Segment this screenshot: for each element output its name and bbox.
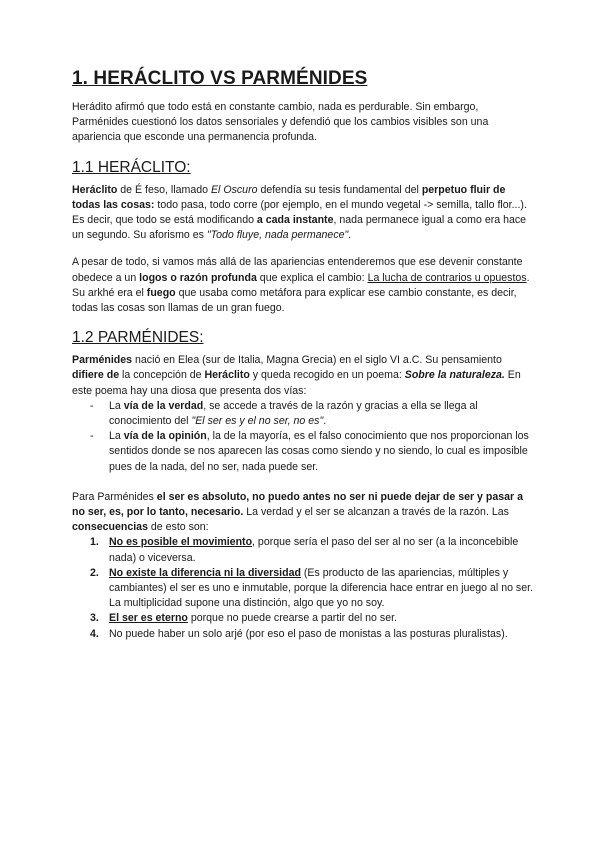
page-title: 1. HERÁCLITO VS PARMÉNIDES [72,68,368,89]
heraclito-paragraph-1: Heráclito de É feso, llamado El Oscuro defendía su tesis fundamental del perpetuo fluir de todas las cosas: todo pasa, todo corre (por ejemplo, en el mundo vegetal -> semilla, tallo flor...). Es decir, que todo se está modificando a cada instante, nada permanece igual a como era hace un segundo. Su aforismo es "Todo fluye, nada permanece". [72,183,527,242]
consequence-item: 3. El ser es eterno porque no puede crearse a partir del no ser. [90,612,397,625]
parmenides-heading: 1.2 PARMÉNIDES: [72,329,204,347]
parmenides-paragraph-1: Parménides nació en Elea (sur de Italia, Magna Grecia) en el siglo VI a.C. Su pensamiento difiere de la concepción de Heráclito y queda recogido en un poema: Sobre la naturaleza. En este poema hay una diosa que presenta dos vías: [72,354,521,397]
document-page [72,68,534,642]
consequence-item: 1. No es posible el movimiento, porque sería el paso del ser al no ser (a la inconcebible nada) o viceversa. [90,536,519,564]
way-truth-item: - La vía de la verdad, se accede a través de la razón y gracias a ella se llega al conocimiento del "El ser es y el no ser, no es". [90,399,478,428]
ways-list [72,399,534,475]
intro-paragraph: Herádito afirmó que todo está en constante cambio, nada es perdurable. Sin embargo, Parménides cuestionó los datos sensoriales y defendió que los cambios visibles son una apariencia que esconde una permanencia profunda. [72,101,489,144]
consequence-item: 4. No puede haber un solo arjé (por eso el paso de monistas a las posturas pluralistas). [90,627,508,640]
way-opinion-item: - La vía de la opinión, la de la mayoría, es el falso conocimiento que nos proporcionan los sentidos donde se nos aparecen las cosas como siendo y no siendo, lo cual es imposible pues de la nada, del no ser, nada puede ser. [90,430,529,473]
heraclito-heading: 1.1 HERÁCLITO: [72,158,191,176]
consequence-item: 2. No existe la diferencia ni la diversidad (Es producto de las apariencias, múltiples y cambiantes) el ser es uno e inmutable, porque la diferencia hace entrar en juego al no ser. La multiplicidad supone una distinción, algo que yo no soy. [90,566,534,610]
parmenides-paragraph-2: Para Parménides el ser es absoluto, no puedo antes no ser ni puede dejar de ser y pasar a no ser, es, por lo tanto, necesario. La verdad y el ser se alcanzan a través de la razón. Las consecuencias de esto son: [72,490,523,534]
consequences-list [72,535,534,641]
heraclito-paragraph-2: A pesar de todo, si vamos más allá de las apariencias entenderemos que ese devenir constante obedece a un logos o razón profunda que explica el cambio: La lucha de contrarios u opuestos. Su arkhé era el fuego que usaba como metáfora para explicar ese cambio constante, es decir, todas las cosas son llamas de un gran fuego. [72,256,530,315]
